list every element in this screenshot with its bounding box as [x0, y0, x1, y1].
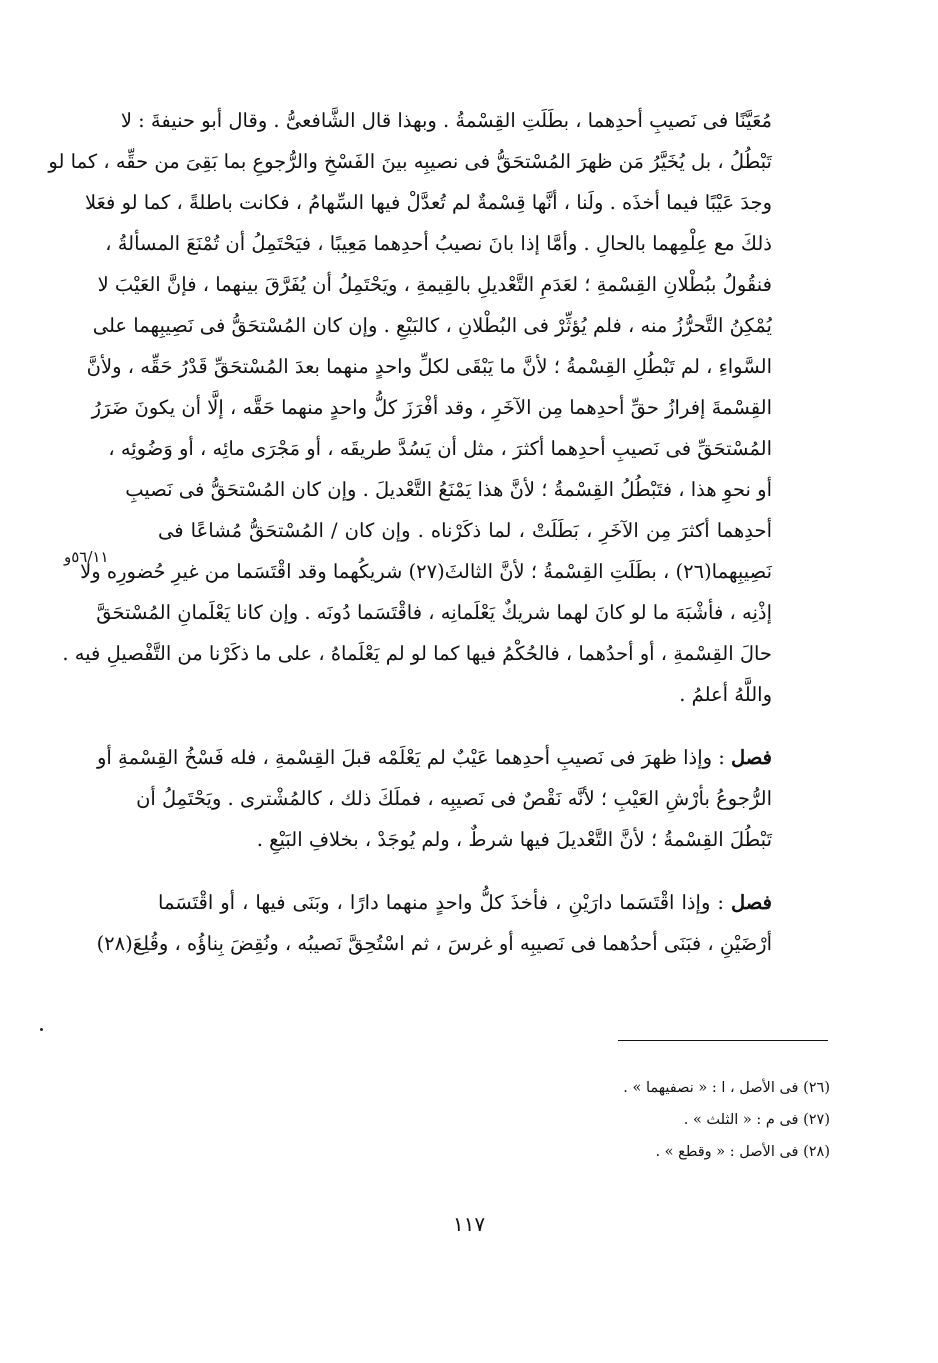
paragraph-gap — [158, 715, 772, 737]
text-line: القِسْمةَ إفرازُ حقِّ أحدِهما مِن الآخَرِ ، وقد أفْرَزَ كلُّ واحدٍ منهما حَقَّه ، إلَّا أن يكونَ ضَرَرُ — [91, 396, 772, 419]
text-line: ذلكَ مع عِلْمِهما بالحالِ . وأمَّا إذا بانَ نصيبُ أحدِهما مَعِيبًا ، فيَحْتَمِلُ أن تُمْنَعَ المسألةُ ، — [105, 232, 772, 255]
footnote-separator — [618, 1040, 828, 1041]
paragraph — [96, 737, 772, 860]
text-line: يُمْكِنُ التَّحرُّزُ منه ، فلم يُؤثِّرْ فى البُطْلانِ ، كالبَيْعِ . وإن كان المُسْتحَقُّ فى نَصِيبِهما على — [92, 314, 772, 337]
text-line-body: : وإذا ظهرَ فى نَصيبِ أحدِهما عَيْبٌ لم يَعْلَمْه قبلَ القِسْمةِ ، فله فَسْخُ القِسْمةِ أو — [96, 746, 725, 769]
text-line: تَبْطُلَ القِسْمةُ ؛ لأنَّ التَّعْديلَ فيها شرطٌ ، ولم يُوجَدْ ، بخلافِ البَيْعِ . — [256, 828, 772, 851]
text-line: أحدِهما أكثرَ مِن الآخَرِ ، بَطَلَتْ ، لما ذكَرْناه . وإن كان / المُسْتحَقُّ مُشاعًا فى — [158, 519, 772, 542]
section-label: فصل — [731, 891, 772, 914]
text-line: أو نحوِ هذا ، فتَبْطُلُ القِسْمةُ ؛ لأنَّ هذا يَمْنَعُ التَّعْديلَ . وإن كان المُسْتحَقُّ فى نَصيبِ — [125, 478, 772, 501]
text-line — [158, 882, 772, 923]
text-line: إذْنِه ، فأشْبَهَ ما لو كانَ لهما شريكٌ يَعْلَمانِه ، فاقْتَسَما دُونَه . وإن كانا يَعْلَمانِ المُسْتحَقَّ — [96, 601, 772, 624]
section-label: فصل — [731, 746, 772, 769]
text-line: واللَّهُ أعلمُ . — [679, 683, 772, 706]
text-line: نَصِيبِهما(٢٦) ، بطَلَتِ القِسْمةُ ؛ لأنَّ الثالثَ(٢٧) شريكُهما وقد اقْتَسَما من غيرِ حُضورِه ولا — [80, 560, 772, 583]
text-line: تَبْطُلُ ، بل يُخَيَّرُ مَن ظهرَ المُسْتحَقُّ فى نصيبِه بينَ الفَسْخِ والرُّجوعِ بما بَقِىَ من حقِّه ، كما لو — [48, 150, 772, 173]
page-number: ١١٧ — [452, 1212, 486, 1236]
text-line: مُعَيَّنًا فى نَصيبِ أحدِهما ، بطَلَتِ القِسْمةُ . وبهذا قال الشَّافعىُّ . وقال أبو حنيفةَ : لا — [120, 109, 772, 132]
paragraph — [96, 882, 772, 964]
text-line — [96, 737, 772, 778]
paragraph-gap — [158, 860, 772, 882]
footnotes — [400, 1072, 830, 1168]
text-line: وجدَ عَيْبًا فيما أخذَه . ولَنا ، أنَّها قِسْمةٌ لم تُعدَّلْ فيها السِّهامُ ، فكانت باطلةً ، كما لو فعَلا — [85, 191, 772, 214]
text-line: أرْضَيْنِ ، فبَنَى أحدُهما فى نَصيبِه أو غرسَ ، ثم اسْتُحِقَّ نَصيبُه ، ونُقِضَ بِناؤُه ، وقُلِعَ(٢٨) — [96, 932, 772, 955]
footnote: (٢٨) فى الأصل : « وقطع » . — [655, 1144, 830, 1160]
text-line: السَّواءِ ، لم تَبْطُلِ القِسْمةُ ؛ لأنَّ ما يَبْقَى لكلِّ واحدٍ منهما بعدَ المُسْتحَقِّ قَدْرُ حَقِّه ، ولأنَّ — [86, 355, 772, 378]
text-line: فنقُولُ ببُطْلانِ القِسْمةِ ؛ لعَدَمِ التَّعْديلِ بالقِيمةِ ، ويَحْتَمِلُ أن يُفَرَّقَ بينهما ، فإنَّ العَيْبَ لا — [97, 273, 772, 296]
manuscript-folio-note: ٥٦/١١و — [64, 548, 109, 566]
text-line: حالَ القِسْمةِ ، أو أحدُهما ، فالحُكْمُ فيها كما لو لم يَعْلَماهُ ، على ما ذكَرْنا من التَّفْصيلِ فيه . — [62, 642, 772, 665]
text-line-body: : وإذا اقْتَسَما دارَيْنِ ، فأخذَ كلُّ واحدٍ منهما دارًا ، وبَنَى فيها ، أو اقْتَسَما — [158, 891, 724, 914]
text-line: الرُّجوعُ بأرْشِ العَيْبِ ؛ لأنَّه نَقْصٌ فى نَصيبِه ، فملَكَ ذلك ، كالمُشْترى . ويَحْتَمِلُ أن — [136, 787, 772, 810]
footnote: (٢٦) فى الأصل ، ا : « نصفيهما » . — [623, 1080, 830, 1096]
text-line: المُسْتحَقِّ فى نَصيبِ أحدِهما أكثرَ ، مثل أن يَسُدَّ طريقَه ، أو مَجْرَى مائِه ، أو وَضُوئِه ، — [108, 437, 772, 460]
scan-speck — [40, 1028, 43, 1031]
footnote: (٢٧) فى م : « الثلث » . — [683, 1112, 830, 1128]
